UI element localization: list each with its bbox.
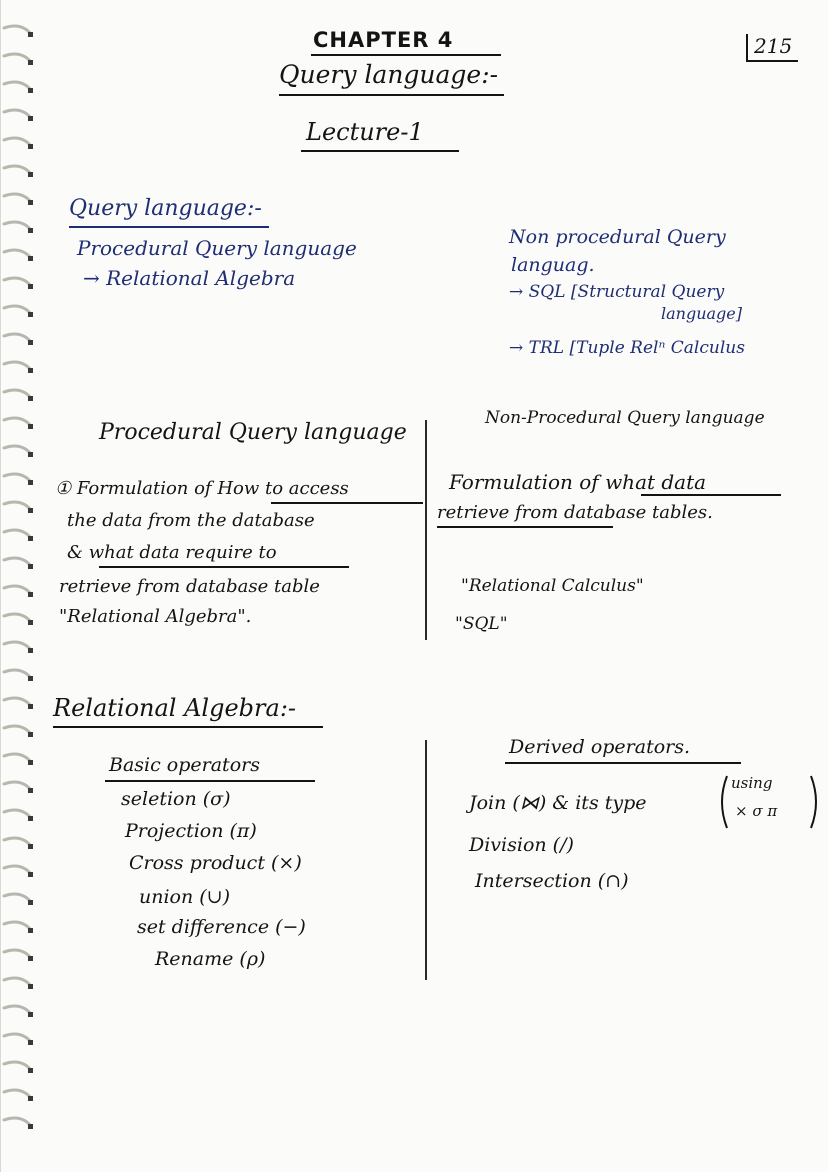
operators-divider xyxy=(425,740,427,980)
join-note-brackets-icon xyxy=(717,774,821,830)
retrieve-underline xyxy=(437,526,613,528)
intro-right-line4: language] xyxy=(661,304,742,323)
comparison-left-text2: the data from the database xyxy=(67,510,315,531)
comparison-divider xyxy=(425,420,427,640)
derived-join-note-top: using xyxy=(731,774,773,792)
intro-heading-underline xyxy=(69,226,269,228)
comparison-left-text1: ① Formulation of How to access xyxy=(55,478,349,499)
comparison-left-title: Procedural Query language xyxy=(99,420,407,445)
lecture-underline xyxy=(301,150,459,152)
page-number: 215 xyxy=(746,34,798,62)
basic-operator-selection: seletion (σ) xyxy=(121,788,231,810)
basic-operator-rename: Rename (ρ) xyxy=(155,948,266,970)
intro-left-line2: → Relational Algebra xyxy=(83,266,296,290)
what-data-underline xyxy=(99,566,349,568)
basic-operator-set-difference: set difference (−) xyxy=(137,916,306,938)
subject-underline xyxy=(279,94,504,96)
comparison-right-text2: retrieve from database tables. xyxy=(437,502,713,523)
intro-right-line3: → SQL [Structural Query xyxy=(509,282,725,302)
intro-right-line5: → TRL [Tuple Relⁿ Calculus xyxy=(509,338,745,358)
subject-title: Query language:- xyxy=(279,60,499,89)
derived-operator-division: Division (/) xyxy=(469,834,574,856)
chapter-underline xyxy=(311,54,501,56)
basic-operators-title: Basic operators xyxy=(109,754,260,776)
basic-operator-union: union (∪) xyxy=(139,886,231,908)
lecture-title: Lecture-1 xyxy=(306,118,424,146)
derived-operator-intersection: Intersection (∩) xyxy=(475,870,629,892)
how-to-access-underline xyxy=(271,502,423,504)
spiral-binding xyxy=(1,20,35,1140)
relational-algebra-heading: Relational Algebra:- xyxy=(53,694,297,722)
spiral-rings-icon xyxy=(1,20,35,1140)
comparison-right-text3: "Relational Calculus" xyxy=(461,576,644,596)
derived-operators-underline xyxy=(505,762,741,764)
derived-operator-join: Join (⋈) & its type xyxy=(469,792,647,814)
comparison-left-text5: "Relational Algebra". xyxy=(59,606,252,627)
what-data-right-underline xyxy=(641,494,781,496)
comparison-left-text4: retrieve from database table xyxy=(59,576,320,597)
comparison-left-text3: & what data require to xyxy=(67,542,277,563)
basic-operator-cross-product: Cross product (×) xyxy=(129,852,302,874)
derived-operators-title: Derived operators. xyxy=(509,736,691,758)
chapter-title: CHAPTER 4 xyxy=(313,28,454,52)
comparison-right-text1: Formulation of what data xyxy=(449,470,707,494)
intro-right-line2: languag. xyxy=(511,254,595,276)
comparison-right-text4: "SQL" xyxy=(455,614,508,634)
derived-join-note-bottom: × σ π xyxy=(735,802,778,820)
intro-right-line1: Non procedural Query xyxy=(509,226,726,248)
intro-heading: Query language:- xyxy=(69,196,262,221)
relational-algebra-underline xyxy=(53,726,323,728)
intro-left-line1: Procedural Query language xyxy=(77,236,357,260)
basic-operators-underline xyxy=(105,780,315,782)
basic-operator-projection: Projection (π) xyxy=(125,820,257,842)
comparison-right-title: Non-Procedural Query language xyxy=(485,408,765,428)
